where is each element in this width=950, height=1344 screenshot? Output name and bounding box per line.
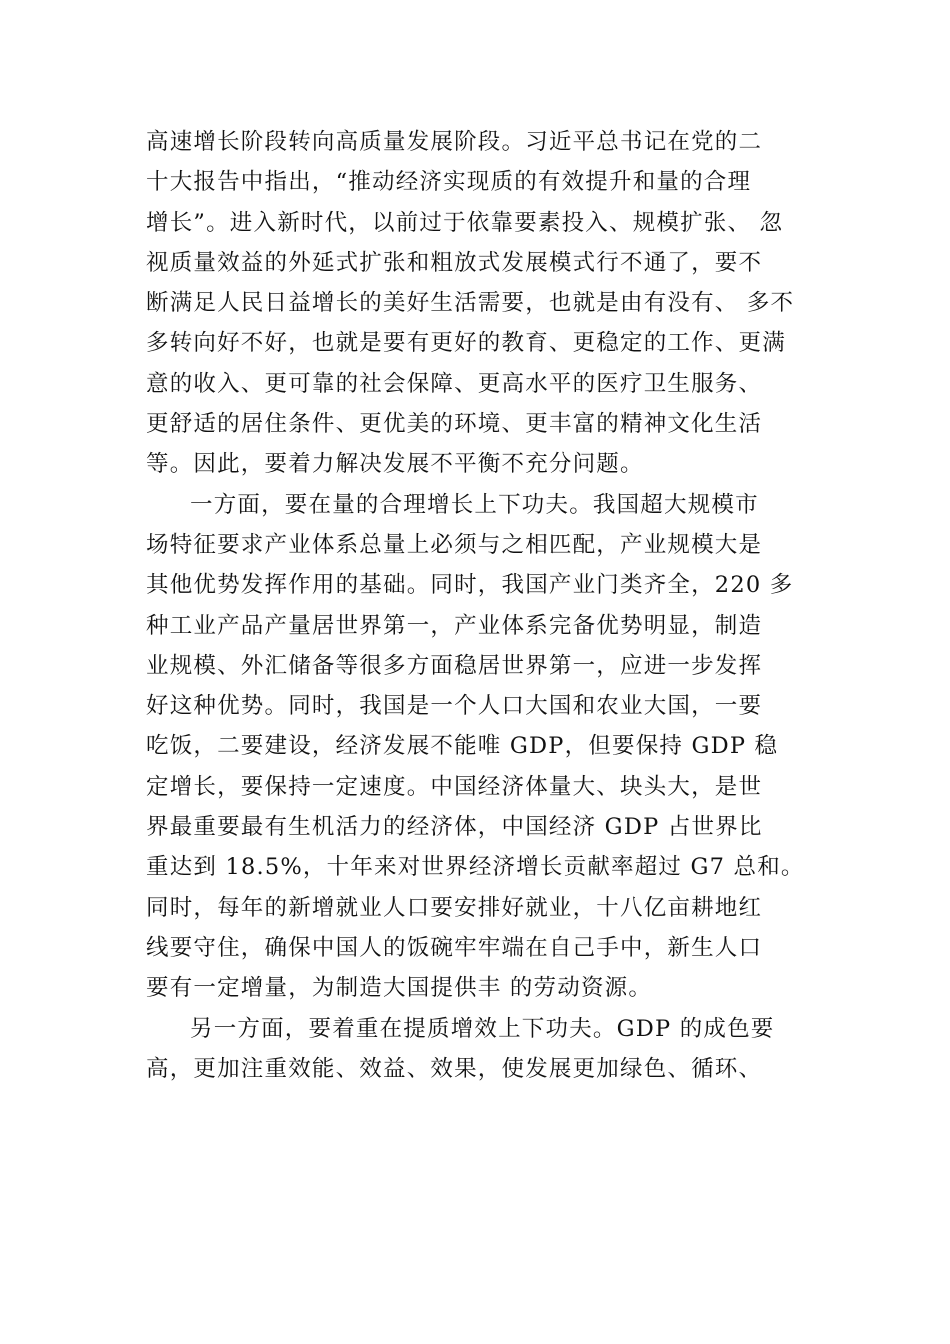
- text-line: 同时，每年的新增就业人口要安排好就业，十八亿亩耕地红: [146, 894, 763, 921]
- text-line: 界最重要最有生机活力的经济体，中国经济 GDP 占世界比: [146, 814, 763, 841]
- body-text: [146, 122, 826, 1089]
- text-line: 业规模、外汇储备等很多方面稳居世界第一，应进一步发挥: [146, 652, 763, 679]
- paragraph-first-line: 一方面，要在量的合理增长上下功夫。我国超大规模市: [190, 491, 759, 518]
- text-line: 视质量效益的外延式扩张和粗放式发展模式行不通了，要不: [146, 249, 763, 276]
- text-line: 重达到 18.5%，十年来对世界经济增长贡献率超过 G7 总和。: [146, 854, 805, 881]
- text-line: 增长”。进入新时代，以前过于依靠要素投入、规模扩张、 忽: [146, 209, 784, 236]
- paragraph-first-line: 另一方面，要着重在提质增效上下功夫。GDP 的成色要: [190, 1015, 775, 1042]
- text-line: 其他优势发挥作用的基础。同时，我国产业门类齐全，220 多: [146, 572, 794, 599]
- text-line: 意的收入、更可靠的社会保障、更高水平的医疗卫生服务、: [146, 370, 763, 397]
- text-line: 好这种优势。同时，我国是一个人口大国和农业大国，一要: [146, 693, 763, 720]
- text-line: 多转向好不好，也就是要有更好的教育、更稳定的工作、更满: [146, 330, 786, 357]
- text-line: 更舒适的居住条件、更优美的环境、更丰富的精神文化生活: [146, 411, 763, 438]
- text-line: 高，更加注重效能、效益、效果，使发展更加绿色、循环、: [146, 1055, 763, 1082]
- text-line: 线要守住，确保中国人的饭碗牢牢端在自己手中，新生人口: [146, 934, 763, 961]
- text-line: 要有一定增量，为制造大国提供丰 的劳动资源。: [146, 975, 653, 1002]
- text-line: 断满足人民日益增长的美好生活需要，也就是由有没有、 多不: [146, 290, 795, 317]
- text-line: 场特征要求产业体系总量上必须与之相匹配，产业规模大是: [146, 531, 763, 558]
- text-line: 定增长，要保持一定速度。中国经济体量大、块头大，是世: [146, 773, 763, 800]
- text-line: 吃饭，二要建设，经济发展不能唯 GDP，但要保持 GDP 稳: [146, 733, 779, 760]
- text-line: 十大报告中指出，“推动经济实现质的有效提升和量的合理: [146, 169, 752, 196]
- text-line: 高速增长阶段转向高质量发展阶段。习近平总书记在党的二: [146, 129, 763, 155]
- text-line: 种工业产品产量居世界第一，产业体系完备优势明显，制造: [146, 612, 763, 639]
- text-line: 等。因此，要着力解决发展不平衡不充分问题。: [146, 451, 644, 478]
